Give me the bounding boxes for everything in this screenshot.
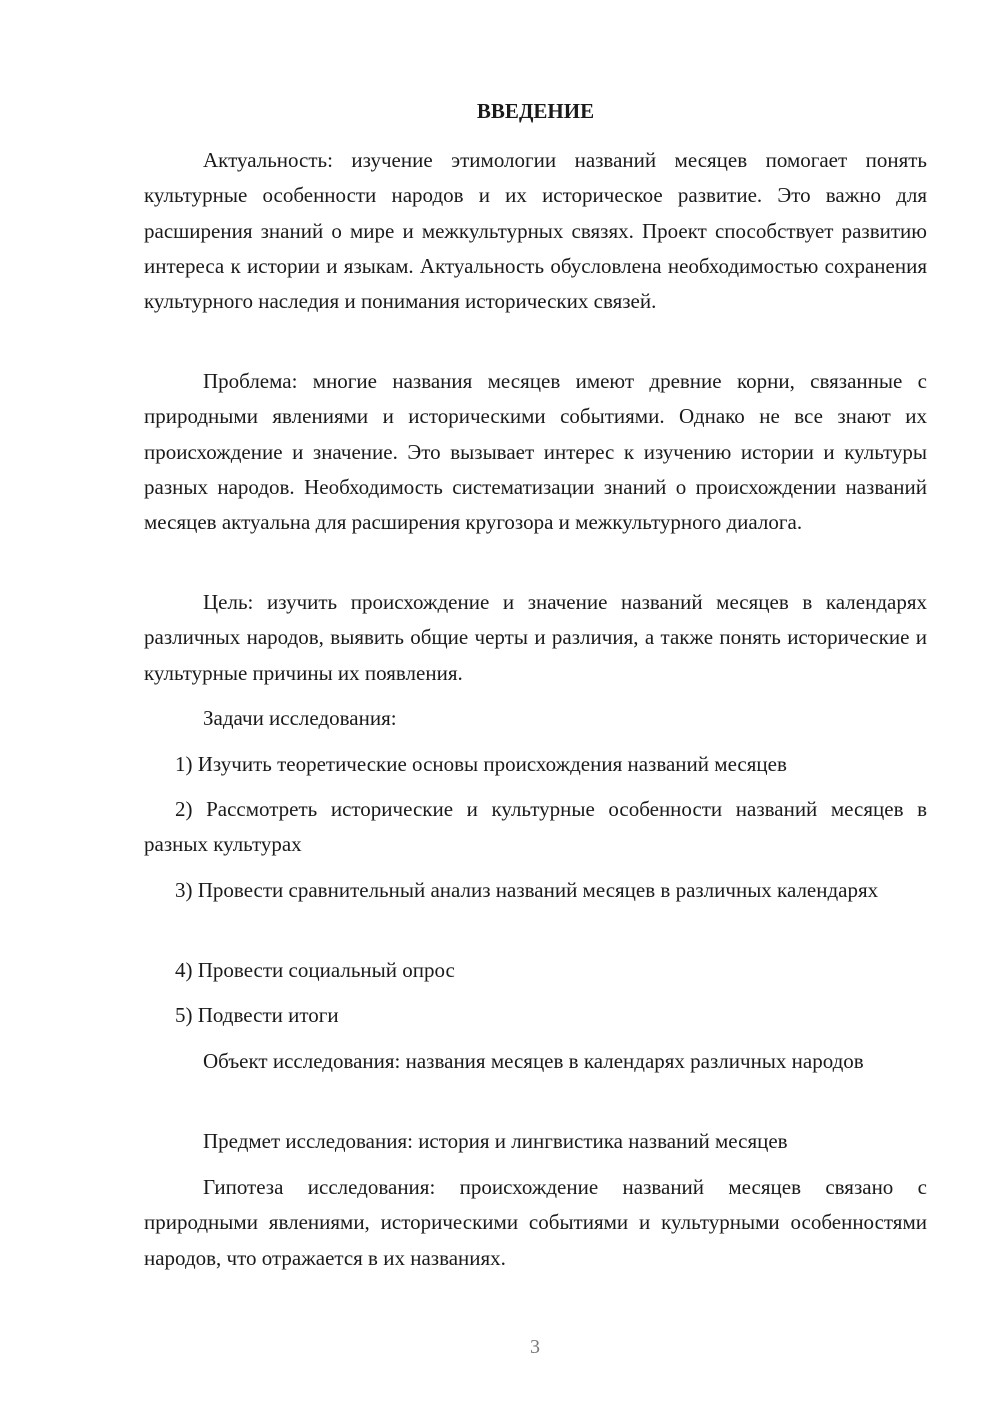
- task-item-3: 3) Провести сравнительный анализ названий месяцев в различных календарях: [175, 878, 879, 902]
- paragraph-problem: Проблема: многие названия месяцев имеют древние корни, связанные с природными явлениями и историческими событиями. Однако не все знают их происхождение и значение. Это вызывает интерес к изучению истории и культуры разных народов. Необходимость систематизации знаний о происхождении названий месяцев актуальна для расширения кругозора и межкультурного диалога.: [144, 369, 927, 535]
- paragraph-hypothesis: Гипотеза исследования: происхождение названий месяцев связано с природными явлениями, историческими событиями и культурными особенностями народов, что отражается в их названиях.: [144, 1175, 927, 1270]
- page-number: 3: [530, 1336, 540, 1358]
- paragraph-relevance: Актуальность: изучение этимологии названий месяцев помогает понять культурные особенности народов и их историческое развитие. Это важно для расширения знаний о мире и межкультурных связях. Проект способствует развитию интереса к истории и языкам. Актуальность обусловлена необходимостью сохранения культурного наследия и понимания исторических связей.: [144, 148, 927, 314]
- task-item-5: 5) Подвести итоги: [175, 1003, 339, 1027]
- paragraph-object: Объект исследования: названия месяцев в календарях различных народов: [203, 1049, 864, 1073]
- paragraph-subject: Предмет исследования: история и лингвистика названий месяцев: [203, 1129, 788, 1153]
- task-item-2: 2) Рассмотреть исторические и культурные особенности названий месяцев в разных культурах: [144, 797, 927, 857]
- task-item-4: 4) Провести социальный опрос: [175, 958, 455, 982]
- page-title: ВВЕДЕНИЕ: [476, 99, 595, 123]
- tasks-heading: Задачи исследования:: [203, 706, 397, 730]
- paragraph-goal: Цель: изучить происхождение и значение названий месяцев в календарях различных народов, выявить общие черты и различия, а также понять исторические и культурные причины их появления.: [144, 590, 927, 685]
- task-item-1: 1) Изучить теоретические основы происхождения названий месяцев: [175, 752, 787, 776]
